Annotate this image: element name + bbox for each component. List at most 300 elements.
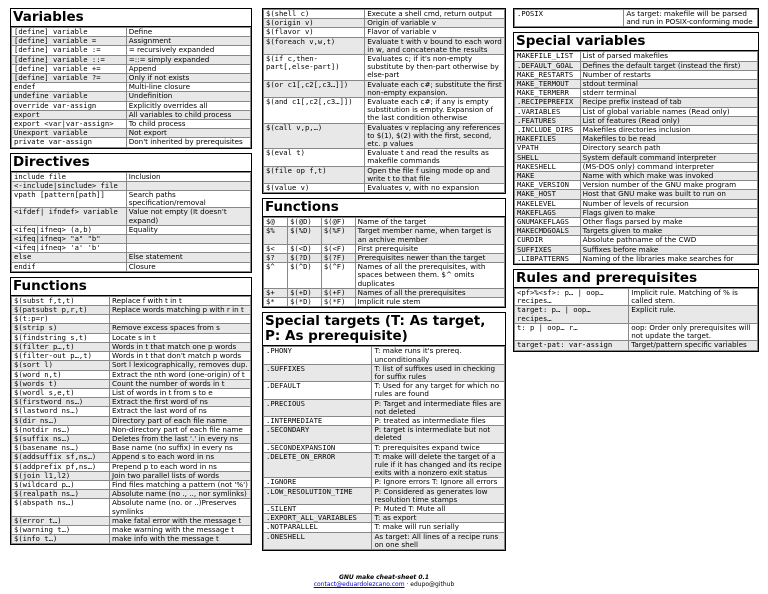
row-key: override var-assign xyxy=(12,101,127,110)
row-key: SUFFIXES xyxy=(515,245,581,254)
row-description: Open the file f using mode op and write t to that file xyxy=(365,166,505,183)
table-row xyxy=(12,181,251,190)
row-key: $(foreach v,w,t) xyxy=(264,37,365,54)
table-row xyxy=(264,532,505,549)
row-description: = recursively expanded xyxy=(126,46,250,55)
row-description: P: Ignore errors T: Ignore all errors xyxy=(372,478,505,487)
table-row xyxy=(12,92,251,101)
table-row xyxy=(12,535,251,544)
row-key: $(patsubst p,r,t) xyxy=(12,306,110,315)
row-key: t: p | oop… r… xyxy=(515,323,629,340)
table-row xyxy=(515,227,758,236)
autovar-file: $(@F) xyxy=(321,218,355,227)
table-row xyxy=(12,83,251,92)
functions-text-title: Functions xyxy=(11,278,251,296)
row-key: $(notdir ns…) xyxy=(12,425,110,434)
row-key: .DEFAULT xyxy=(264,382,372,399)
autovars-title: Functions xyxy=(263,199,505,217)
row-description: oop: Order only prerequisites will not update the target. xyxy=(629,323,758,340)
row-key: [define] variable = xyxy=(12,37,127,46)
row-description: Names of all the prerequisites, with spaces between them. $^ omits duplicates xyxy=(355,263,504,289)
row-key: MAKE_VERSION xyxy=(515,181,581,190)
table-row xyxy=(515,341,758,350)
table-row xyxy=(264,504,505,513)
table-row xyxy=(515,153,758,162)
table-row xyxy=(515,245,758,254)
row-key: undefine variable xyxy=(12,92,127,101)
row-description: make warning with the message t xyxy=(109,525,250,534)
row-description: Evaluate t and read the results as makefile commands xyxy=(365,149,505,166)
row-key: Unexport variable xyxy=(12,129,127,138)
row-description: P: Target and intermediate files are not deleted xyxy=(372,399,505,416)
row-description: First prerequisite xyxy=(355,244,504,253)
table-row xyxy=(12,296,251,305)
row-key: $(value v) xyxy=(264,184,365,193)
row-description: Directory search path xyxy=(580,144,757,153)
row-description: P: Muted T: Mute all xyxy=(372,504,505,513)
row-description: Flavor of variable v xyxy=(365,28,505,37)
row-key: $(dir ns…) xyxy=(12,416,110,425)
table-row xyxy=(12,306,251,315)
row-key: include file xyxy=(12,172,127,181)
row-description: Replace f with t in t xyxy=(109,296,250,305)
table-row xyxy=(12,471,251,480)
functions-text-section xyxy=(10,277,252,545)
row-key: $(call v,p,…) xyxy=(264,123,365,149)
directives-section xyxy=(10,153,252,273)
row-key: $(filter p…,t) xyxy=(12,342,110,351)
table-row xyxy=(12,453,251,462)
row-description: T: Used for any target for which no rules are found xyxy=(372,382,505,399)
row-key: .INTERMEDIATE xyxy=(264,416,372,425)
table-row xyxy=(12,235,251,244)
table-row xyxy=(515,98,758,107)
autovar-dir: $(*D) xyxy=(288,298,322,307)
table-row xyxy=(515,61,758,70)
row-key: $(words t) xyxy=(12,379,110,388)
table-row xyxy=(515,80,758,89)
row-description: Names of all the prerequisites xyxy=(355,288,504,297)
row-description: Suffixes before make xyxy=(580,245,757,254)
table-row xyxy=(515,236,758,245)
row-key: <ifeq|ifneq> "a" "b" xyxy=(12,235,127,244)
row-description: Append s to each word in ns xyxy=(109,453,250,462)
row-key: MAKEFLAGS xyxy=(515,208,581,217)
row-description: All variables to child process xyxy=(126,110,250,119)
functions-shell-section xyxy=(262,8,506,194)
row-description: Implicit rule stem xyxy=(355,298,504,307)
table-row xyxy=(515,172,758,181)
row-description: To child process xyxy=(126,120,250,129)
row-description: Sort l lexicographically, removes dup. xyxy=(109,361,250,370)
row-description: Words in t that don't match p words xyxy=(109,352,250,361)
table-row xyxy=(515,254,758,263)
footer xyxy=(262,574,506,588)
row-key: MAKE_TERMOUT xyxy=(515,80,581,89)
row-key: .POSIX xyxy=(515,10,624,27)
row-key: $(if c,then-part[,else-part]) xyxy=(264,55,365,81)
table-row xyxy=(264,478,505,487)
autovar-name: $* xyxy=(264,298,288,307)
autovar-name: $% xyxy=(264,227,288,244)
row-key: MAKESHELL xyxy=(515,162,581,171)
autovar-file: $(<F) xyxy=(321,244,355,253)
row-description: Only if not exists xyxy=(126,74,250,83)
table-row xyxy=(264,227,505,244)
row-key: $(flavor v) xyxy=(264,28,365,37)
row-description: Append xyxy=(126,64,250,73)
row-key: $(warning t…) xyxy=(12,525,110,534)
row-description: Evaluate each c#; substitute the first non-empty expansion. xyxy=(365,80,505,97)
row-key: .SECONDARY xyxy=(264,426,372,443)
row-description: Execute a shell cmd, return output xyxy=(365,10,505,19)
row-description: T: make will delete the target of a rule if it has changed and its recipe exits with a nonzero exit status xyxy=(372,452,505,478)
table-row xyxy=(264,443,505,452)
table-row xyxy=(515,181,758,190)
row-key: .DEFAULT_GOAL xyxy=(515,61,581,70)
rules-table xyxy=(514,288,758,350)
row-key: $(word n,t) xyxy=(12,370,110,379)
table-row xyxy=(264,416,505,425)
row-key: [define] variable += xyxy=(12,64,127,73)
autovar-name: $+ xyxy=(264,288,288,297)
column-1 xyxy=(10,8,252,549)
variables-title: Variables xyxy=(11,9,251,27)
table-row xyxy=(12,370,251,379)
autovar-file: $(^F) xyxy=(321,263,355,289)
rules-section xyxy=(513,269,759,351)
table-row xyxy=(12,101,251,110)
row-key: MAKE xyxy=(515,172,581,181)
table-row xyxy=(264,19,505,28)
row-description: Evaluate each c#; if any is empty substitution is empty. Expansion of the last condition otherwise xyxy=(365,98,505,124)
table-row xyxy=(515,218,758,227)
table-row xyxy=(12,499,251,516)
row-key: $(firstword ns…) xyxy=(12,398,110,407)
table-row xyxy=(264,399,505,416)
table-row xyxy=(264,426,505,443)
row-description xyxy=(126,244,250,253)
row-key: .PHONY xyxy=(264,347,372,364)
autovar-file: $(?F) xyxy=(321,254,355,263)
row-key: MAKELEVEL xyxy=(515,199,581,208)
row-key: .PRECIOUS xyxy=(264,399,372,416)
row-description: stderr terminal xyxy=(580,89,757,98)
row-description: Multi-line closure xyxy=(126,83,250,92)
row-description: Search paths specification/removal xyxy=(126,191,250,208)
functions-shell-table xyxy=(263,9,505,193)
table-row xyxy=(12,398,251,407)
row-description: Prerequisites newer than the target xyxy=(355,254,504,263)
row-description: Naming of the libraries make searches for xyxy=(580,254,757,263)
table-row xyxy=(264,254,505,263)
row-key: $(lastword ns…) xyxy=(12,407,110,416)
row-description: List of parsed makefiles xyxy=(580,52,757,61)
table-row xyxy=(12,416,251,425)
row-description: As target: All lines of a recipe runs on one shell xyxy=(372,532,505,549)
row-key: [define] variable ?= xyxy=(12,74,127,83)
row-key: endef xyxy=(12,83,127,92)
table-row xyxy=(12,462,251,471)
table-row xyxy=(12,388,251,397)
row-key: else xyxy=(12,253,127,262)
row-key: export xyxy=(12,110,127,119)
row-description: Extract the last word of ns xyxy=(109,407,250,416)
special-targets-table xyxy=(263,346,505,550)
row-key: $(abspath ns…) xyxy=(12,499,110,516)
row-description: Find files matching a pattern (not '%') xyxy=(109,480,250,489)
table-row xyxy=(264,37,505,54)
row-description: Extract the nth word (one-origin) of t xyxy=(109,370,250,379)
table-row xyxy=(12,262,251,271)
table-row xyxy=(515,306,758,323)
footer-credits xyxy=(262,581,506,588)
row-key: <ifeq|ifneq> (a,b) xyxy=(12,225,127,234)
row-key: endif xyxy=(12,262,127,271)
table-row xyxy=(264,263,505,289)
row-description: Absolute pathname of the CWD xyxy=(580,236,757,245)
row-description: Undefinition xyxy=(126,92,250,101)
row-key: SHELL xyxy=(515,153,581,162)
row-description: =::= simply expanded xyxy=(126,55,250,64)
row-description: Assignment xyxy=(126,37,250,46)
table-row xyxy=(12,525,251,534)
row-key: $(addsuffix sf,ns…) xyxy=(12,453,110,462)
table-row xyxy=(12,110,251,119)
row-description: make info with the message t xyxy=(109,535,250,544)
row-description: Value not empty (It doesn't expand) xyxy=(126,208,250,225)
posix-section xyxy=(513,8,759,28)
row-key: export <var|var-assign> xyxy=(12,120,127,129)
row-key: $(realpath ns…) xyxy=(12,490,110,499)
table-row xyxy=(264,288,505,297)
row-key: $(origin v) xyxy=(264,19,365,28)
row-key: $(info t…) xyxy=(12,535,110,544)
row-key: private var-assign xyxy=(12,138,127,147)
row-key: MAKEFILES xyxy=(515,135,581,144)
rules-title: Rules and prerequisites xyxy=(514,270,758,288)
row-description: Count the number of words in t xyxy=(109,379,250,388)
row-key: target: p… | oop… recipes… xyxy=(515,306,629,323)
row-description: T: list of suffixes used in checking for suffix rules xyxy=(372,364,505,381)
row-key: .IGNORE xyxy=(264,478,372,487)
table-row xyxy=(12,74,251,83)
special-variables-title: Special variables xyxy=(514,33,758,51)
row-key: .LIBPATTERNS xyxy=(515,254,581,263)
row-description: System default command interpreter xyxy=(580,153,757,162)
row-description: Join two parallel lists of words xyxy=(109,471,250,480)
row-description xyxy=(126,235,250,244)
table-row xyxy=(12,352,251,361)
table-row xyxy=(515,162,758,171)
row-key: .RECIPEPREFIX xyxy=(515,98,581,107)
table-row xyxy=(12,191,251,208)
row-description: Host that GNU make was built to run on xyxy=(580,190,757,199)
row-description: Absolute name (no. or ..)Preserves symlinks xyxy=(109,499,250,516)
row-description: Extract the first word of ns xyxy=(109,398,250,407)
row-key: .FEATURES xyxy=(515,116,581,125)
row-description: Evaluates v replacing any references to $(1), $(2) with the first, second, etc. p values xyxy=(365,123,505,149)
table-row xyxy=(515,144,758,153)
table-row xyxy=(12,64,251,73)
row-description: Version number of the GNU make program xyxy=(580,181,757,190)
table-row xyxy=(12,315,251,324)
table-row xyxy=(12,244,251,253)
table-row xyxy=(264,184,505,193)
row-key: $(basename ns…) xyxy=(12,444,110,453)
row-description: make fatal error with the message t xyxy=(109,516,250,525)
row-key: .SILENT xyxy=(264,504,372,513)
row-description: Implicit rule. Matching of % is called stem. xyxy=(629,289,758,306)
table-row xyxy=(12,28,251,37)
row-description: Evaluate t with v bound to each word in w, and concatenate the results xyxy=(365,37,505,54)
footer-title: GNU make cheat-sheet 0.1 xyxy=(338,574,429,581)
autovar-name: $@ xyxy=(264,218,288,227)
table-row xyxy=(12,37,251,46)
row-key: GNUMAKEFLAGS xyxy=(515,218,581,227)
row-description: Don't inherited by prerequisites xyxy=(126,138,250,147)
row-description: Recipe prefix instead of tab xyxy=(580,98,757,107)
row-description: Closure xyxy=(126,262,250,271)
row-description: List of features (Read only) xyxy=(580,116,757,125)
table-row xyxy=(515,126,758,135)
table-row xyxy=(12,434,251,443)
autovar-name: $< xyxy=(264,244,288,253)
row-description: Explicitly overrides all xyxy=(126,101,250,110)
row-description: Equality xyxy=(126,225,250,234)
autovar-name: $^ xyxy=(264,263,288,289)
special-variables-section xyxy=(513,32,759,265)
row-description: Inclusion xyxy=(126,172,250,181)
table-row xyxy=(515,135,758,144)
column-3 xyxy=(513,8,759,356)
table-row xyxy=(515,107,758,116)
table-row xyxy=(12,129,251,138)
row-key: $(eval t) xyxy=(264,149,365,166)
autovars-section xyxy=(262,198,506,308)
table-row xyxy=(12,333,251,342)
row-description: Origin of variable v xyxy=(365,19,505,28)
row-key: $(and c1[,c2[,c3…]]) xyxy=(264,98,365,124)
row-description: As target: makefile will be parsed and run in POSIX-conforming mode xyxy=(624,10,758,27)
row-description: Targets given to make xyxy=(580,227,757,236)
row-key: MAKE_HOST xyxy=(515,190,581,199)
row-description: T: as export xyxy=(372,514,505,523)
table-row xyxy=(12,324,251,333)
row-description: P: target is intermediate but not deleted xyxy=(372,426,505,443)
table-row xyxy=(12,425,251,434)
row-key: [define] variable := xyxy=(12,46,127,55)
row-key: .SUFFIXES xyxy=(264,364,372,381)
table-row xyxy=(264,487,505,504)
row-description: Name of the target xyxy=(355,218,504,227)
autovar-name: $? xyxy=(264,254,288,263)
row-key: target-pat: var-assign xyxy=(515,341,629,350)
special-targets-section xyxy=(262,312,506,551)
table-row xyxy=(12,342,251,351)
table-row xyxy=(264,55,505,81)
functions-text-table xyxy=(11,296,251,544)
row-key: .EXPORT_ALL_VARIABLES xyxy=(264,514,372,523)
table-row xyxy=(12,46,251,55)
row-key: $(file op f,t) xyxy=(264,166,365,183)
row-description: Base name (no suffix) in every ns xyxy=(109,444,250,453)
row-key: CURDIR xyxy=(515,236,581,245)
autovar-dir: $(%D) xyxy=(288,227,322,244)
row-key: $(join l1,l2) xyxy=(12,471,110,480)
variables-section xyxy=(10,8,252,149)
table-row xyxy=(264,149,505,166)
row-key: $(strip s) xyxy=(12,324,110,333)
row-key: $(or c1[,c2[,c3…]]) xyxy=(264,80,365,97)
row-key: [define] variable ::= xyxy=(12,55,127,64)
row-description: Locate s in t xyxy=(109,333,250,342)
table-row xyxy=(264,10,505,19)
row-description: Absolute name (no ., .., nor symlinks) xyxy=(109,490,250,499)
row-description: Not export xyxy=(126,129,250,138)
row-key: $(suffix ns…) xyxy=(12,434,110,443)
row-description: Else statement xyxy=(126,253,250,262)
row-key: .NOTPARALLEL xyxy=(264,523,372,532)
autovar-file: $(%F) xyxy=(321,227,355,244)
row-key: <pf>%<sf>: p… | oop… recipes… xyxy=(515,289,629,306)
table-row xyxy=(264,347,505,364)
table-row xyxy=(12,516,251,525)
row-description: Evaluates c; if it's non-empty substitute by then-part otherwise by else-part xyxy=(365,55,505,81)
table-row xyxy=(12,208,251,225)
row-description: Deletes from the last '.' in every ns xyxy=(109,434,250,443)
table-row xyxy=(264,80,505,97)
table-row xyxy=(264,514,505,523)
table-row xyxy=(264,28,505,37)
row-key: MAKECMDGOALS xyxy=(515,227,581,236)
row-key: $(shell c) xyxy=(264,10,365,19)
table-row xyxy=(515,208,758,217)
row-description: Remove excess spaces from s xyxy=(109,324,250,333)
directives-title: Directives xyxy=(11,154,251,172)
row-key: .LOW_RESOLUTION_TIME xyxy=(264,487,372,504)
row-key: $(wildcard p…) xyxy=(12,480,110,489)
table-row xyxy=(12,379,251,388)
row-description: P: treated as intermediate files xyxy=(372,416,505,425)
row-key: $(wordl s,e,t) xyxy=(12,388,110,397)
table-row xyxy=(515,52,758,61)
table-row xyxy=(12,444,251,453)
row-description: stdout terminal xyxy=(580,80,757,89)
table-row xyxy=(264,166,505,183)
table-row xyxy=(515,70,758,79)
table-row xyxy=(515,10,758,27)
row-description: Number of levels of recursion xyxy=(580,199,757,208)
row-description: T: make will run serially xyxy=(372,523,505,532)
row-description: Non-directory part of each file name xyxy=(109,425,250,434)
row-key: $(subst f,t,t) xyxy=(12,296,110,305)
footer-email-link[interactable]: contact@eduardolezcano.com xyxy=(313,581,405,588)
table-row xyxy=(12,55,251,64)
autovar-dir: $(+D) xyxy=(288,288,322,297)
row-key: .SECONDEXPANSION xyxy=(264,443,372,452)
row-key: .ONESHELL xyxy=(264,532,372,549)
table-row xyxy=(264,382,505,399)
row-key: <ifdef| ifndef> variable xyxy=(12,208,127,225)
row-key: <-include|sinclude> file xyxy=(12,181,127,190)
table-row xyxy=(264,98,505,124)
row-key: $(addprefix pf,ns…) xyxy=(12,462,110,471)
table-row xyxy=(264,244,505,253)
row-description: Other flags parsed by make xyxy=(580,218,757,227)
table-row xyxy=(12,253,251,262)
row-description: Makefiles to be read xyxy=(580,135,757,144)
